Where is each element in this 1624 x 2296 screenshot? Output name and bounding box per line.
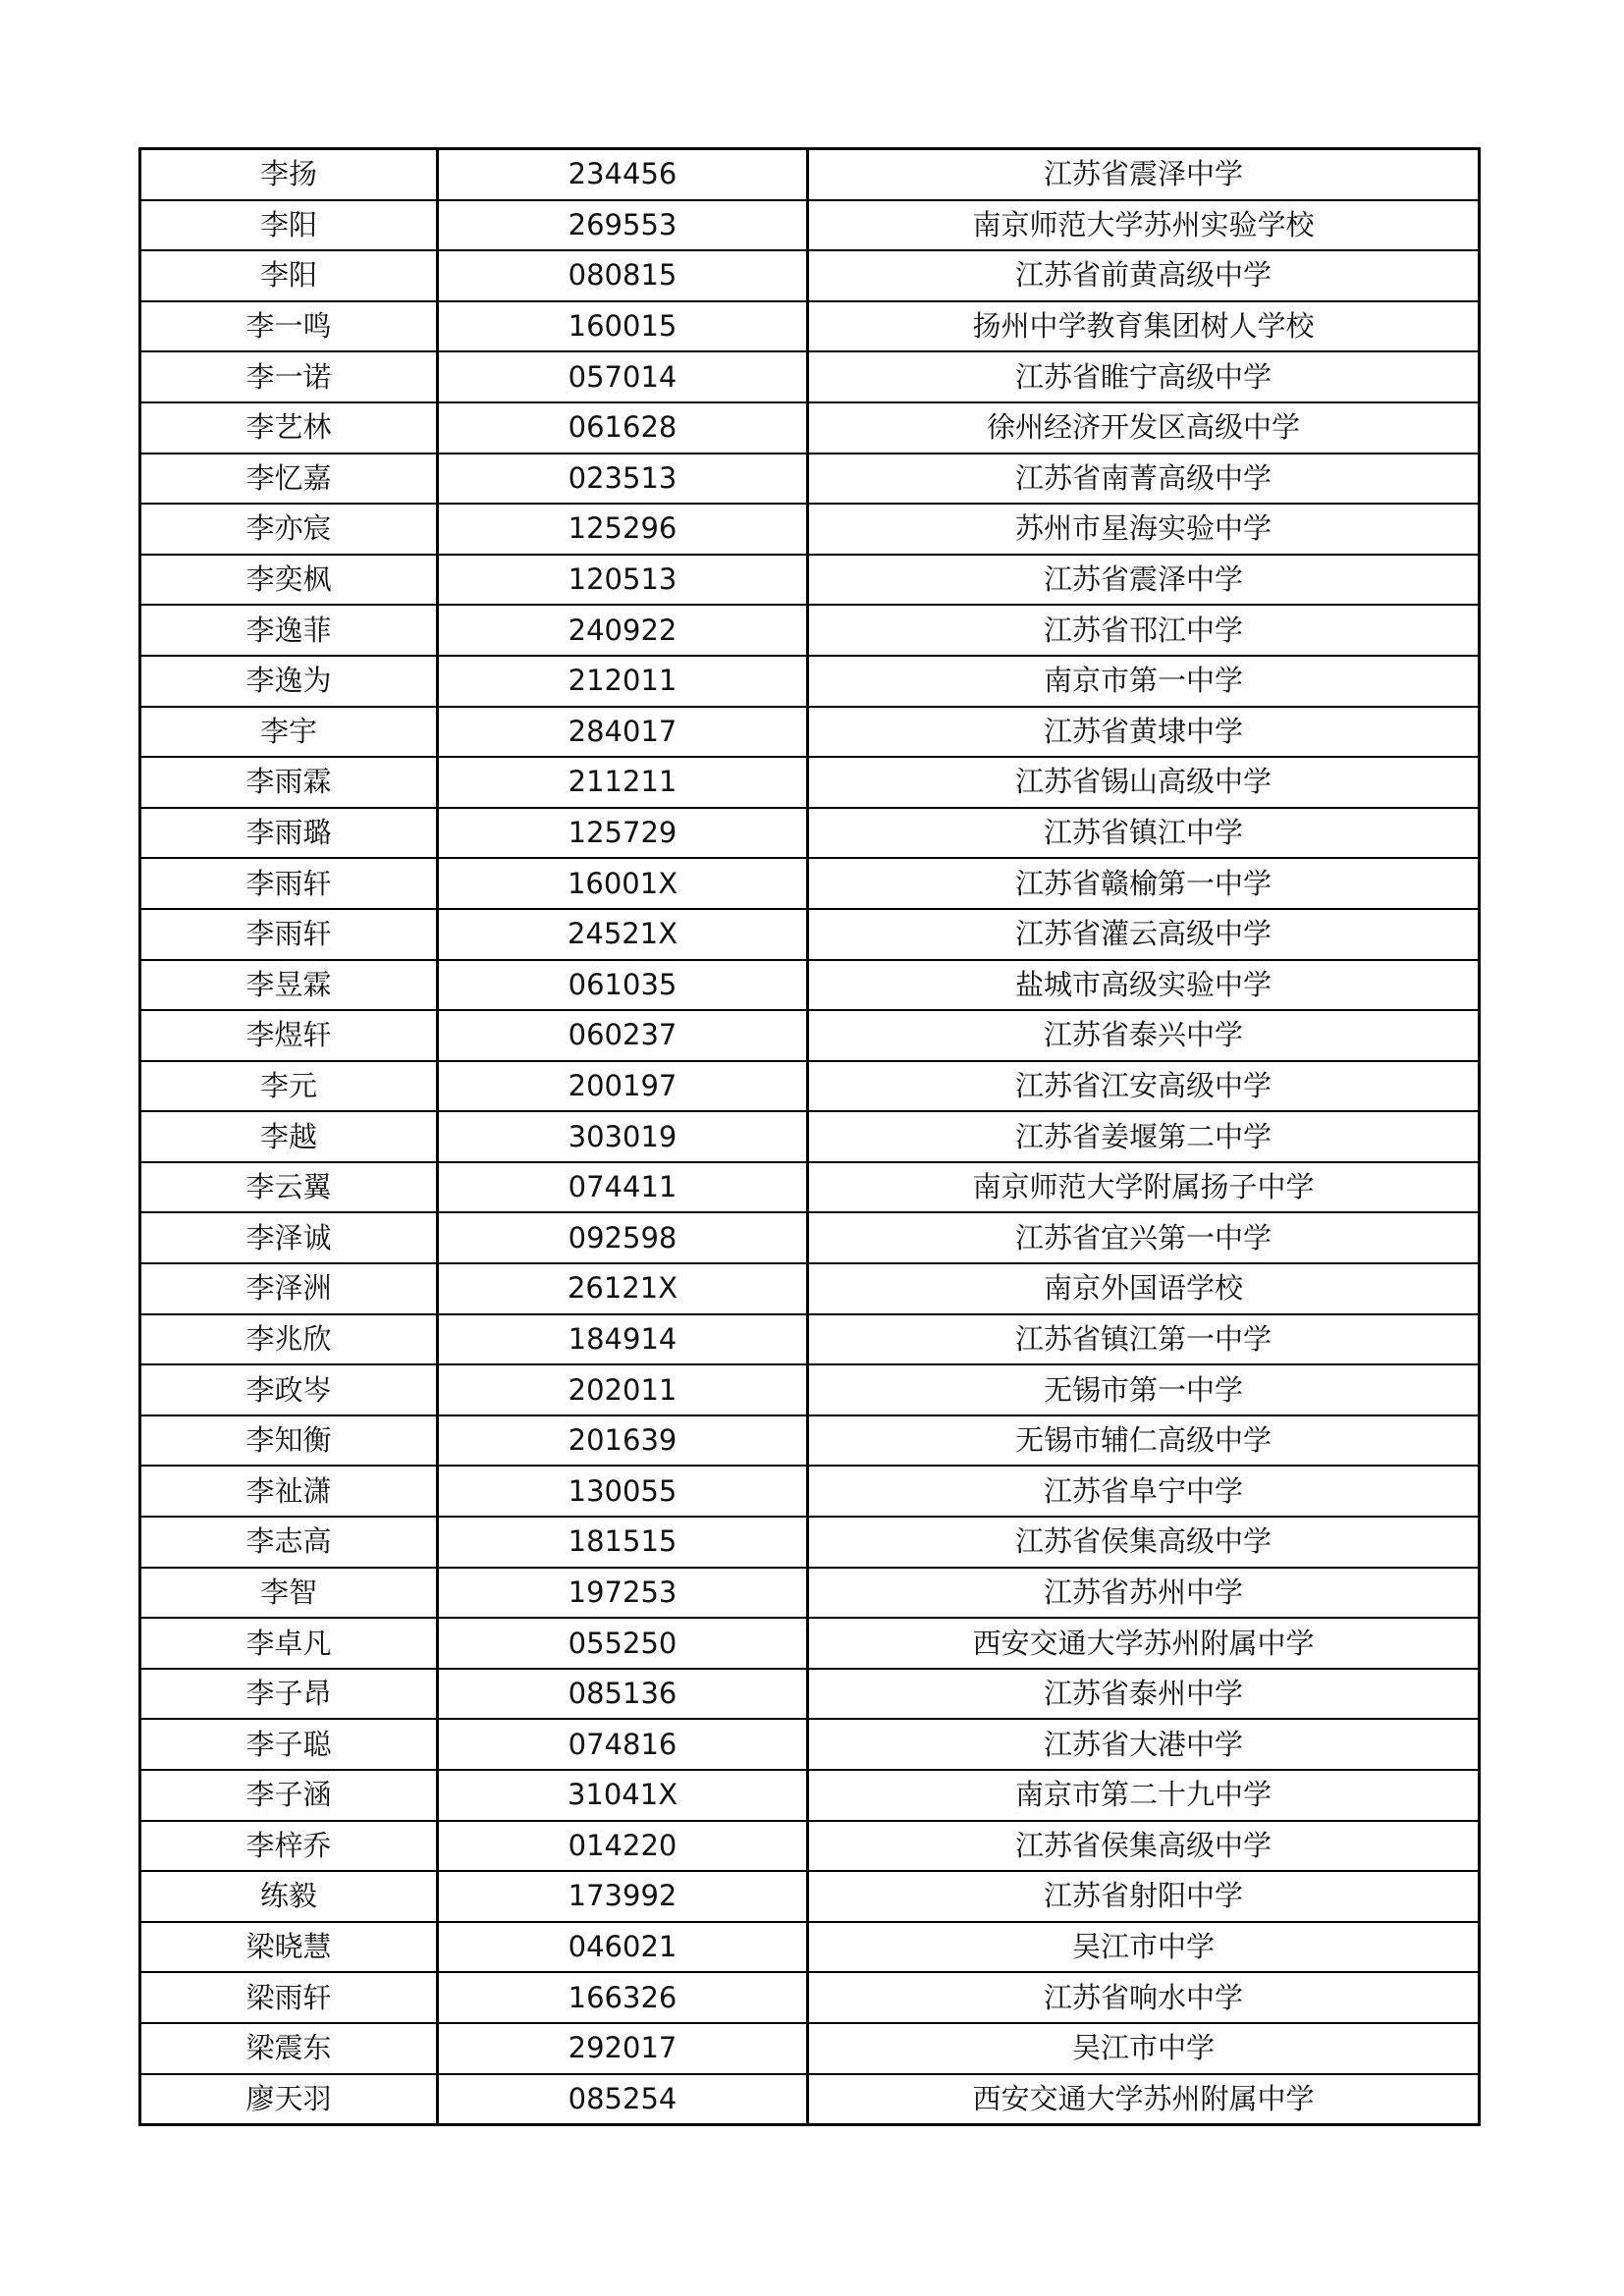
student-id-cell: 125729 xyxy=(438,808,808,859)
table-row xyxy=(140,1111,1480,1162)
table-row xyxy=(140,1364,1480,1415)
student-name-cell: 李卓凡 xyxy=(140,1618,438,1669)
student-id-cell: 046021 xyxy=(438,1922,808,1973)
table-row xyxy=(140,454,1480,505)
table-row xyxy=(140,1212,1480,1263)
student-name-cell: 李艺林 xyxy=(140,402,438,454)
student-name-cell: 梁晓慧 xyxy=(140,1922,438,1973)
table-row xyxy=(140,1415,1480,1467)
student-name-cell: 李煜轩 xyxy=(140,1010,438,1061)
table-row xyxy=(140,707,1480,758)
school-name-cell: 江苏省侯集高级中学 xyxy=(808,1517,1480,1568)
school-name-cell: 江苏省灌云高级中学 xyxy=(808,909,1480,960)
school-name-cell: 江苏省江安高级中学 xyxy=(808,1061,1480,1112)
student-id-cell: 130055 xyxy=(438,1466,808,1517)
student-name-cell: 李一鸣 xyxy=(140,301,438,352)
student-name-cell: 李祉潇 xyxy=(140,1466,438,1517)
school-name-cell: 徐州经济开发区高级中学 xyxy=(808,402,1480,454)
school-name-cell: 江苏省黄埭中学 xyxy=(808,707,1480,758)
student-name-cell: 李扬 xyxy=(140,149,438,200)
student-id-cell: 080815 xyxy=(438,250,808,301)
student-id-cell: 303019 xyxy=(438,1111,808,1162)
student-id-cell: 202011 xyxy=(438,1364,808,1415)
student-name-cell: 李泽洲 xyxy=(140,1263,438,1314)
student-name-cell: 李亦宸 xyxy=(140,504,438,555)
table-row xyxy=(140,1061,1480,1112)
student-name-cell: 李阳 xyxy=(140,200,438,251)
school-name-cell: 南京市第一中学 xyxy=(808,656,1480,707)
student-name-cell: 李政岑 xyxy=(140,1364,438,1415)
table-row xyxy=(140,351,1480,402)
school-name-cell: 南京师范大学附属扬子中学 xyxy=(808,1162,1480,1213)
student-roster-table xyxy=(138,147,1481,2126)
table-row xyxy=(140,1162,1480,1213)
school-name-cell: 江苏省镇江第一中学 xyxy=(808,1314,1480,1365)
student-name-cell: 练毅 xyxy=(140,1871,438,1922)
student-name-cell: 李元 xyxy=(140,1061,438,1112)
student-id-cell: 16001X xyxy=(438,858,808,909)
student-name-cell: 李雨璐 xyxy=(140,808,438,859)
school-name-cell: 江苏省南菁高级中学 xyxy=(808,454,1480,505)
school-name-cell: 苏州市星海实验中学 xyxy=(808,504,1480,555)
school-name-cell: 江苏省赣榆第一中学 xyxy=(808,858,1480,909)
student-name-cell: 李子聪 xyxy=(140,1719,438,1770)
school-name-cell: 江苏省前黄高级中学 xyxy=(808,250,1480,301)
student-id-cell: 211211 xyxy=(438,757,808,808)
table-row xyxy=(140,555,1480,606)
table-row xyxy=(140,858,1480,909)
student-id-cell: 234456 xyxy=(438,149,808,200)
student-name-cell: 廖天羽 xyxy=(140,2074,438,2125)
student-id-cell: 125296 xyxy=(438,504,808,555)
student-name-cell: 李阳 xyxy=(140,250,438,301)
student-id-cell: 061035 xyxy=(438,960,808,1011)
student-id-cell: 092598 xyxy=(438,1212,808,1263)
student-id-cell: 240922 xyxy=(438,605,808,656)
student-id-cell: 200197 xyxy=(438,1061,808,1112)
table-row xyxy=(140,1314,1480,1365)
table-row xyxy=(140,1821,1480,1872)
school-name-cell: 江苏省射阳中学 xyxy=(808,1871,1480,1922)
student-id-cell: 26121X xyxy=(438,1263,808,1314)
student-id-cell: 24521X xyxy=(438,909,808,960)
student-id-cell: 212011 xyxy=(438,656,808,707)
table-row xyxy=(140,1770,1480,1821)
school-name-cell: 江苏省泰州中学 xyxy=(808,1669,1480,1720)
student-name-cell: 李逸为 xyxy=(140,656,438,707)
table-row xyxy=(140,149,1480,200)
table-row xyxy=(140,1922,1480,1973)
student-name-cell: 李雨轩 xyxy=(140,858,438,909)
student-id-cell: 055250 xyxy=(438,1618,808,1669)
student-name-cell: 李子涵 xyxy=(140,1770,438,1821)
student-id-cell: 023513 xyxy=(438,454,808,505)
table-row xyxy=(140,504,1480,555)
student-id-cell: 074816 xyxy=(438,1719,808,1770)
table-row xyxy=(140,200,1480,251)
school-name-cell: 江苏省镇江中学 xyxy=(808,808,1480,859)
student-id-cell: 061628 xyxy=(438,402,808,454)
table-row xyxy=(140,1618,1480,1669)
student-name-cell: 李知衡 xyxy=(140,1415,438,1467)
student-name-cell: 李雨轩 xyxy=(140,909,438,960)
student-id-cell: 060237 xyxy=(438,1010,808,1061)
student-id-cell: 201639 xyxy=(438,1415,808,1467)
table-row xyxy=(140,605,1480,656)
student-name-cell: 李智 xyxy=(140,1568,438,1619)
school-name-cell: 江苏省姜堰第二中学 xyxy=(808,1111,1480,1162)
school-name-cell: 西安交通大学苏州附属中学 xyxy=(808,1618,1480,1669)
student-name-cell: 李兆欣 xyxy=(140,1314,438,1365)
table-row xyxy=(140,1517,1480,1568)
table-row xyxy=(140,808,1480,859)
school-name-cell: 无锡市辅仁高级中学 xyxy=(808,1415,1480,1467)
table-row xyxy=(140,402,1480,454)
table-row xyxy=(140,960,1480,1011)
school-name-cell: 江苏省宜兴第一中学 xyxy=(808,1212,1480,1263)
table-row xyxy=(140,757,1480,808)
student-name-cell: 李昱霖 xyxy=(140,960,438,1011)
roster-body xyxy=(140,149,1480,2125)
student-name-cell: 李奕枫 xyxy=(140,555,438,606)
student-id-cell: 085136 xyxy=(438,1669,808,1720)
student-name-cell: 李宇 xyxy=(140,707,438,758)
school-name-cell: 无锡市第一中学 xyxy=(808,1364,1480,1415)
school-name-cell: 江苏省泰兴中学 xyxy=(808,1010,1480,1061)
student-id-cell: 057014 xyxy=(438,351,808,402)
table-row xyxy=(140,301,1480,352)
school-name-cell: 盐城市高级实验中学 xyxy=(808,960,1480,1011)
student-id-cell: 085254 xyxy=(438,2074,808,2125)
student-id-cell: 284017 xyxy=(438,707,808,758)
student-id-cell: 184914 xyxy=(438,1314,808,1365)
student-name-cell: 李逸菲 xyxy=(140,605,438,656)
student-id-cell: 31041X xyxy=(438,1770,808,1821)
student-id-cell: 181515 xyxy=(438,1517,808,1568)
student-id-cell: 120513 xyxy=(438,555,808,606)
student-id-cell: 292017 xyxy=(438,2023,808,2074)
student-name-cell: 李一诺 xyxy=(140,351,438,402)
school-name-cell: 江苏省侯集高级中学 xyxy=(808,1821,1480,1872)
student-name-cell: 李志高 xyxy=(140,1517,438,1568)
school-name-cell: 江苏省睢宁高级中学 xyxy=(808,351,1480,402)
school-name-cell: 南京师范大学苏州实验学校 xyxy=(808,200,1480,251)
student-name-cell: 李梓乔 xyxy=(140,1821,438,1872)
student-name-cell: 李忆嘉 xyxy=(140,454,438,505)
student-id-cell: 014220 xyxy=(438,1821,808,1872)
table-row xyxy=(140,1972,1480,2023)
student-name-cell: 李泽诚 xyxy=(140,1212,438,1263)
student-id-cell: 074411 xyxy=(438,1162,808,1213)
school-name-cell: 吴江市中学 xyxy=(808,2023,1480,2074)
table-row xyxy=(140,656,1480,707)
school-name-cell: 西安交通大学苏州附属中学 xyxy=(808,2074,1480,2125)
table-row xyxy=(140,1466,1480,1517)
school-name-cell: 扬州中学教育集团树人学校 xyxy=(808,301,1480,352)
school-name-cell: 江苏省大港中学 xyxy=(808,1719,1480,1770)
table-row xyxy=(140,1263,1480,1314)
student-id-cell: 269553 xyxy=(438,200,808,251)
table-row xyxy=(140,1669,1480,1720)
school-name-cell: 江苏省震泽中学 xyxy=(808,555,1480,606)
table-row xyxy=(140,1871,1480,1922)
table-row xyxy=(140,909,1480,960)
table-row xyxy=(140,2023,1480,2074)
table-row xyxy=(140,250,1480,301)
school-name-cell: 江苏省苏州中学 xyxy=(808,1568,1480,1619)
school-name-cell: 南京市第二十九中学 xyxy=(808,1770,1480,1821)
school-name-cell: 南京外国语学校 xyxy=(808,1263,1480,1314)
table-row xyxy=(140,1010,1480,1061)
student-id-cell: 173992 xyxy=(438,1871,808,1922)
student-id-cell: 160015 xyxy=(438,301,808,352)
school-name-cell: 江苏省阜宁中学 xyxy=(808,1466,1480,1517)
school-name-cell: 江苏省邗江中学 xyxy=(808,605,1480,656)
student-name-cell: 梁震东 xyxy=(140,2023,438,2074)
school-name-cell: 江苏省震泽中学 xyxy=(808,149,1480,200)
student-name-cell: 梁雨轩 xyxy=(140,1972,438,2023)
student-name-cell: 李子昂 xyxy=(140,1669,438,1720)
table-row xyxy=(140,1719,1480,1770)
school-name-cell: 江苏省锡山高级中学 xyxy=(808,757,1480,808)
school-name-cell: 吴江市中学 xyxy=(808,1922,1480,1973)
table-row xyxy=(140,2074,1480,2125)
student-id-cell: 197253 xyxy=(438,1568,808,1619)
student-name-cell: 李雨霖 xyxy=(140,757,438,808)
student-name-cell: 李越 xyxy=(140,1111,438,1162)
student-name-cell: 李云翼 xyxy=(140,1162,438,1213)
table-row xyxy=(140,1568,1480,1619)
student-id-cell: 166326 xyxy=(438,1972,808,2023)
school-name-cell: 江苏省响水中学 xyxy=(808,1972,1480,2023)
